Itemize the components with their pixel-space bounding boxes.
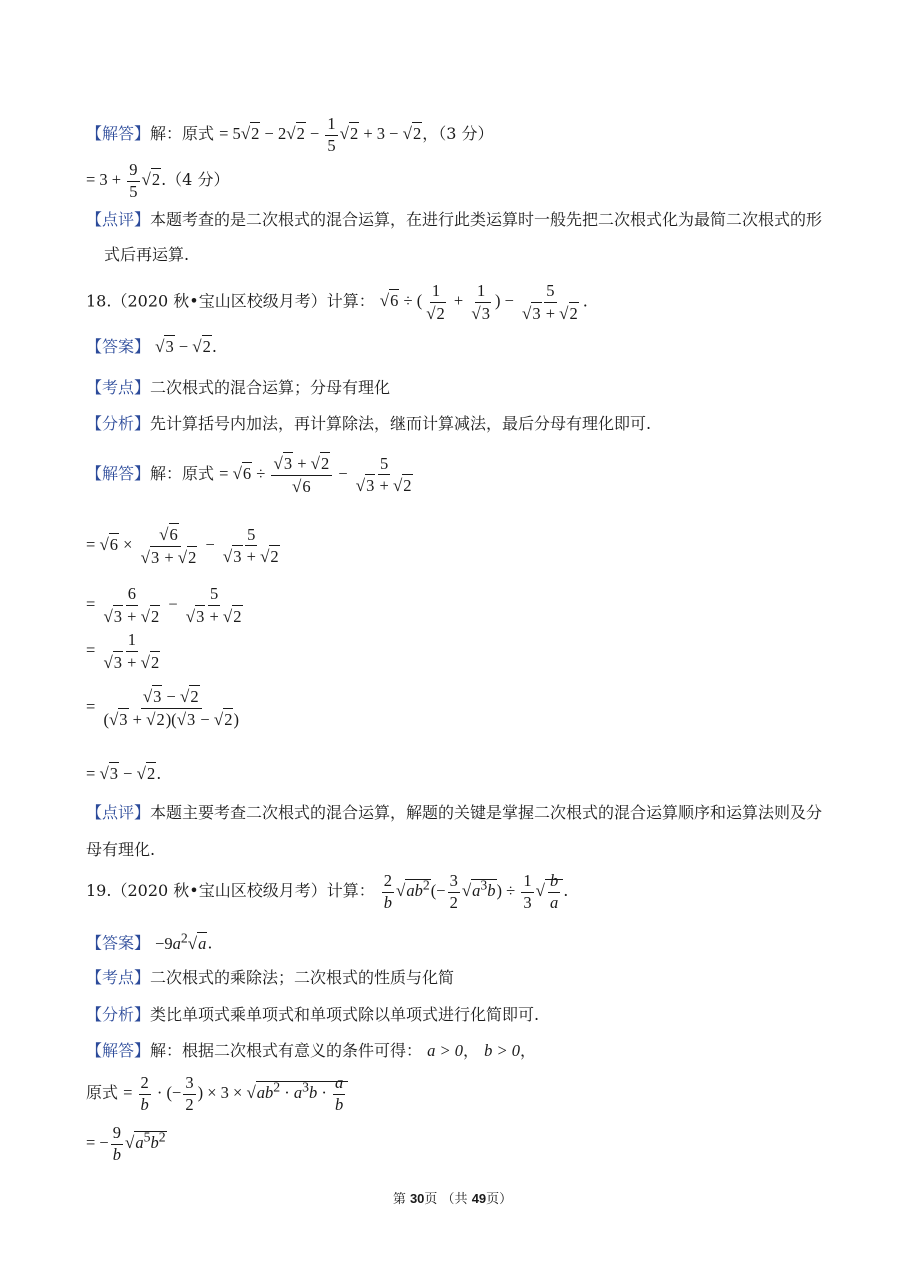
point-tag: 【考点】 xyxy=(86,378,151,397)
solution-tag: 【解答】 xyxy=(86,463,151,483)
q18-solution-step2: = √6 × $\frac{√6}{√3 + √2}$ − $\frac{5}{√3 + √2}$ xyxy=(86,524,279,567)
q19-solution-step2: = − $\frac{9}{b}$ $√a^5b^2$ xyxy=(86,1123,166,1164)
page-number: 30 xyxy=(409,1191,425,1206)
solution-tag: 【解答】 xyxy=(86,1041,151,1060)
q18-point: 【考点】二次根式的混合运算；分母有理化 xyxy=(86,378,391,397)
q19-point: 【考点】二次根式的乘除法；二次根式的性质与化简 xyxy=(86,968,455,987)
q19-solution-intro: 【解答】解：根据二次根式有意义的条件可得： a > 0， b > 0， xyxy=(86,1041,537,1060)
q19-answer: 【答案】 $-9a^2√a$. xyxy=(86,930,213,953)
q19-analysis: 【分析】类比单项式乘单项式和单项式除以单项式进行化简即可. xyxy=(86,1005,540,1024)
q18-solution-step4: = $\frac{1}{√3 + √2}$ xyxy=(86,630,160,672)
q17-comment-cont: 式后再运算. xyxy=(104,245,190,264)
q18-solution-step5: = $\frac{√3 - √2}{(√3 + √2)(√3 - √2)}$ xyxy=(86,687,239,729)
point-tag: 【考点】 xyxy=(86,968,151,987)
q17-comment: 【点评】本题考查的是二次根式的混合运算，在进行此类运算时一般先把二次根式化为最简二次根式的形 xyxy=(86,210,823,229)
solution-tag: 【解答】 xyxy=(86,123,151,143)
q17-solution-line2: = 3 + $\frac{9}{5}$ √2.（4 分） xyxy=(86,160,230,201)
q18-answer: 【答案】 √3 − √2. xyxy=(86,337,217,356)
q18-comment-cont: 母有理化. xyxy=(86,840,156,859)
comment-tag: 【点评】 xyxy=(86,210,151,229)
q18-question: 18.（2020 秋•宝山区校级月考）计算： √6 ÷ ( $\frac{1}{√2}$ + $\frac{1}{√3}$ ) − $\frac{5}{√3 + √2}$ . xyxy=(86,281,588,323)
q18-solution-result: = √3 − √2. xyxy=(86,764,162,783)
analysis-tag: 【分析】 xyxy=(86,414,151,433)
comment-tag: 【点评】 xyxy=(86,803,151,822)
answer-tag: 【答案】 xyxy=(86,933,151,953)
q17-solution-line1: 【解答】解：原式 = 5√2 − 2√2 − $\frac{1}{5}$ √2 + 3 − √2，（3 分） xyxy=(86,114,494,155)
q19-question: 19.（2020 秋•宝山区校级月考）计算： $\frac{2}{b}$ $√ab^2(-$ $\frac{3}{2}$ $√a^3b$) ÷ $\frac{1}{3}$ √ $\frac{b}{a}$ . xyxy=(86,871,569,912)
q19-solution-step1: 原式 = $\frac{2}{b}$ · (− $\frac{3}{2}$ ) × $3 \times √ab^2 \cdot a^3b$ · $\frac{a}{b}$ xyxy=(86,1075,348,1113)
analysis-tag: 【分析】 xyxy=(86,1005,151,1024)
q18-solution-step3: = $\frac{6}{√3 + √2}$ − $\frac{5}{√3 + √2}$ xyxy=(86,584,242,626)
q18-comment: 【点评】本题主要考查二次根式的混合运算，解题的关键是掌握二次根式的混合运算顺序和运算法则及分 xyxy=(86,803,823,822)
q18-analysis: 【分析】先计算括号内加法，再计算除法，继而计算减法，最后分母有理化即可. xyxy=(86,414,652,433)
answer-tag: 【答案】 xyxy=(86,337,151,356)
page-footer: 第 30页 （共 49页） xyxy=(392,1191,513,1207)
q18-solution-step1: 【解答】解：原式 = √6 ÷ $\frac{√3 + √2}{√6}$ − $\frac{5}{√3 + √2}$ xyxy=(86,453,412,496)
total-pages: 49 xyxy=(471,1191,487,1206)
